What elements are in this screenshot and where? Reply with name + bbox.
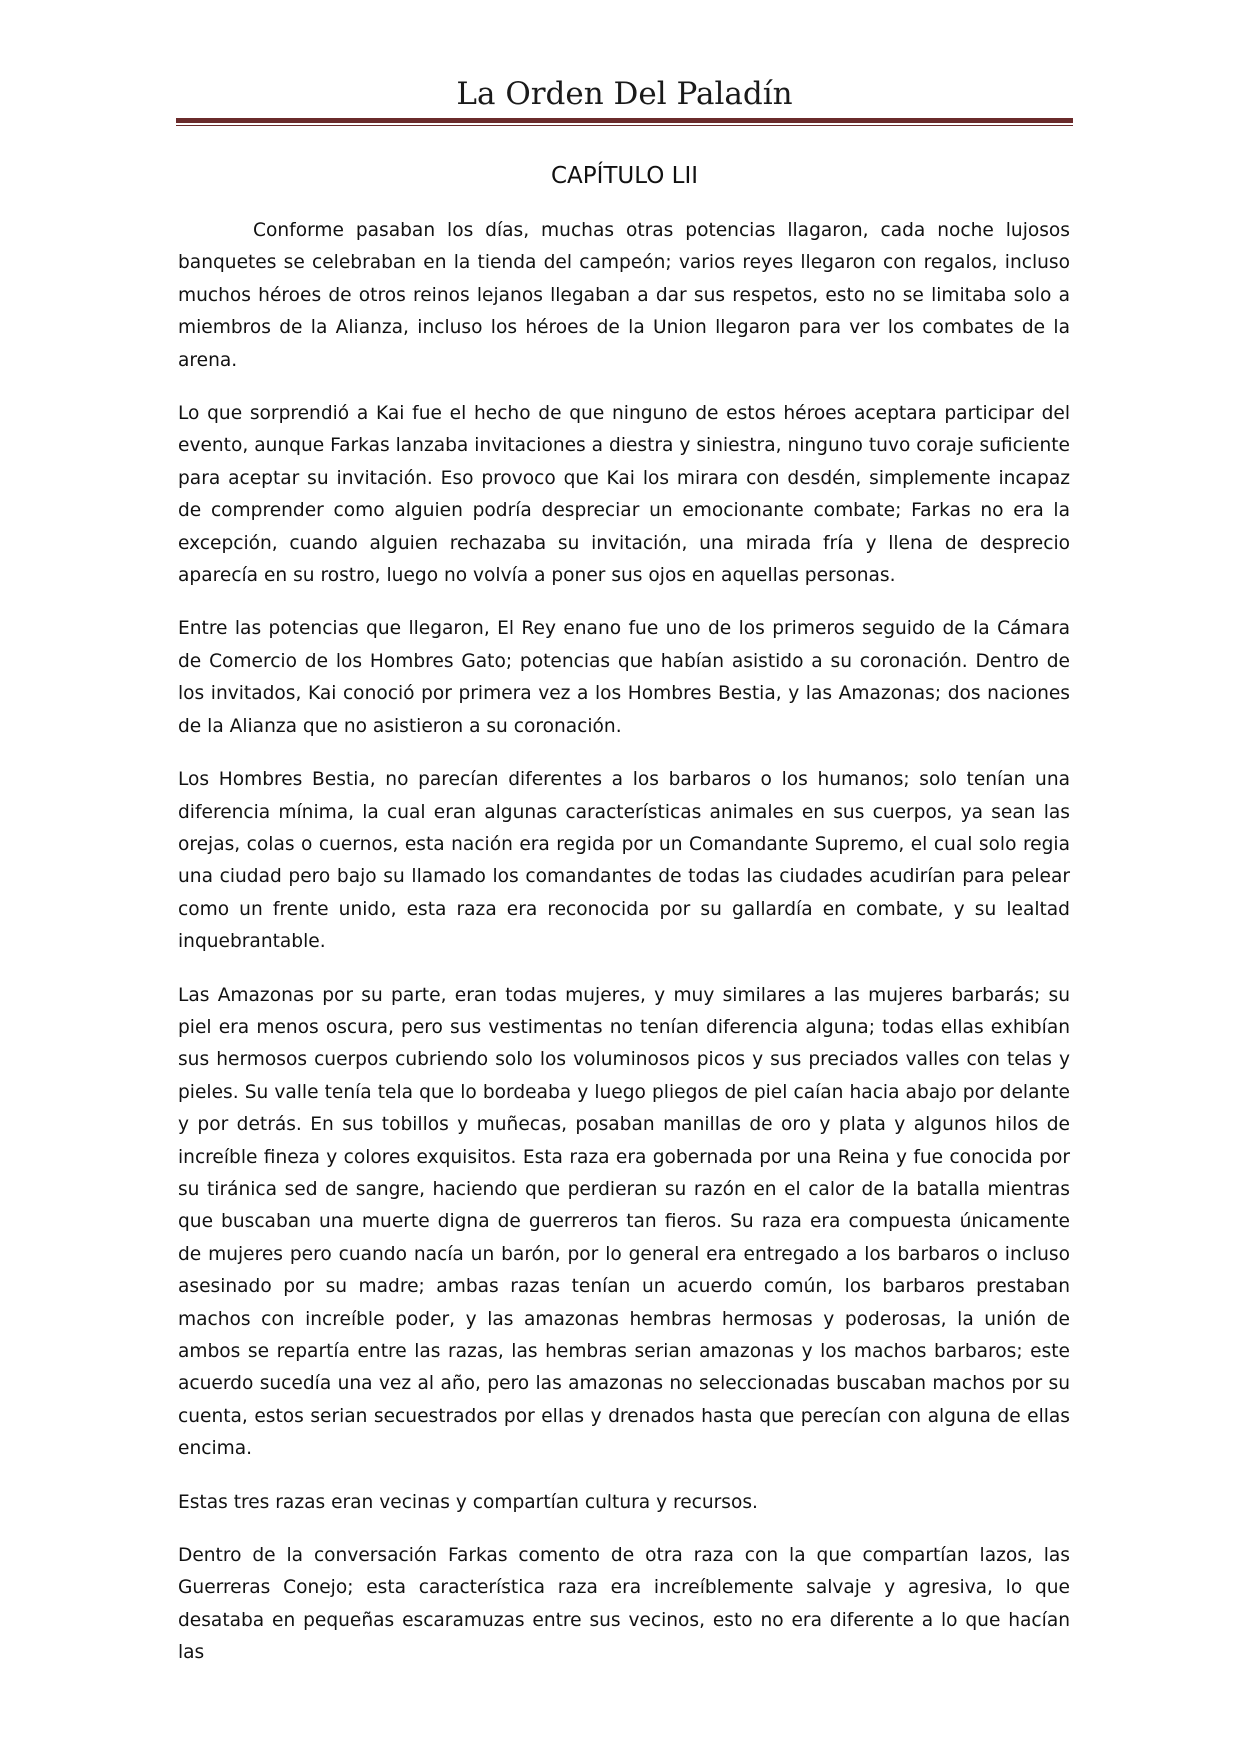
header-rule-thick bbox=[176, 118, 1073, 123]
paragraph: Lo que sorprendió a Kai fue el hecho de que ninguno de estos héroes aceptara participar del evento, aunque Farkas lanzaba invitaciones a diestra y siniestra, ninguno tuvo coraje suficiente para aceptar su invitación. Eso provoco que Kai los mirara con desdén, simplemente incapaz de comprender como alguien podría despreciar un emocionante combate; Farkas no era la excepción, cuando alguien rechazaba su invitación, una mirada fría y llena de desprecio aparecía en su rostro, luego no volvía a poner sus ojos en aquellas personas. bbox=[178, 403, 1070, 587]
chapter-title: CAPÍTULO LII bbox=[550, 163, 699, 189]
paragraph: Estas tres razas eran vecinas y compartían cultura y recursos. bbox=[178, 1491, 758, 1513]
paragraph: Los Hombres Bestia, no parecían diferentes a los barbaros o los humanos; solo tenían una diferencia mínima, la cual eran algunas características animales en sus cuerpos, ya sean las orejas, colas o cuernos, esta nación era regida por un Comandante Supremo, el cual solo regia una ciudad pero bajo su llamado los comandantes de todas las ciudades acudirían para pelear como un frente unido, esta raza era reconocida por su gallardía en combate, y su lealtad inquebrantable. bbox=[178, 769, 1070, 953]
paragraph: Dentro de la conversación Farkas comento de otra raza con la que compartían lazos, las Guerreras Conejo; esta característica raza era increíblemente salvaje y agresiva, lo que desataba en pequeñas escaramuzas entre sus vecinos, esto no era diferente a lo que hacían las bbox=[178, 1545, 1070, 1664]
running-header: La Orden Del Paladín bbox=[456, 76, 793, 112]
chapter-body bbox=[178, 215, 1070, 1691]
header-rule-thin bbox=[176, 125, 1073, 126]
paragraph: Conforme pasaban los días, muchas otras potencias llagaron, cada noche lujosos banquetes se celebraban en la tienda del campeón; varios reyes llegaron con regalos, incluso muchos héroes de otros reinos lejanos llegaban a dar sus respetos, esto no se limitaba solo a miembros de la Alianza, incluso los héroes de la Union llegaron para ver los combates de la arena. bbox=[178, 220, 1070, 371]
paragraph: Las Amazonas por su parte, eran todas mujeres, y muy similares a las mujeres barbarás; su piel era menos oscura, pero sus vestimentas no tenían diferencia alguna; todas ellas exhibían sus hermosos cuerpos cubriendo solo los voluminosos picos y sus preciados valles con telas y pieles. Su valle tenía tela que lo bordeaba y luego pliegos de piel caían hacia abajo por delante y por detrás. En sus tobillos y muñecas, posaban manillas de oro y plata y algunos hilos de increíble fineza y colores exquisitos. Esta raza era gobernada por una Reina y fue conocida por su tiránica sed de sangre, haciendo que perdieran su razón en el calor de la batalla mientras que buscaban una muerte digna de guerreros tan fieros. Su raza era compuesta únicamente de mujeres pero cuando nacía un barón, por lo general era entregado a los barbaros o incluso asesinado por su madre; ambas razas tenían un acuerdo común, los barbaros prestaban machos con increíble poder, y las amazonas hembras hermosas y poderosas, la unión de ambos se repartía entre las razas, las hembras serian amazonas y los machos barbaros; este acuerdo sucedía una vez al año, pero las amazonas no seleccionadas buscaban machos por su cuenta, estos serian secuestrados por ellas y drenados hasta que perecían con alguna de ellas encima. bbox=[178, 984, 1070, 1460]
paragraph: Entre las potencias que llegaron, El Rey enano fue uno de los primeros seguido de la Cámara de Comercio de los Hombres Gato; potencias que habían asistido a su coronación. Dentro de los invitados, Kai conoció por primera vez a los Hombres Bestia, y las Amazonas; dos naciones de la Alianza que no asistieron a su coronación. bbox=[178, 618, 1070, 737]
